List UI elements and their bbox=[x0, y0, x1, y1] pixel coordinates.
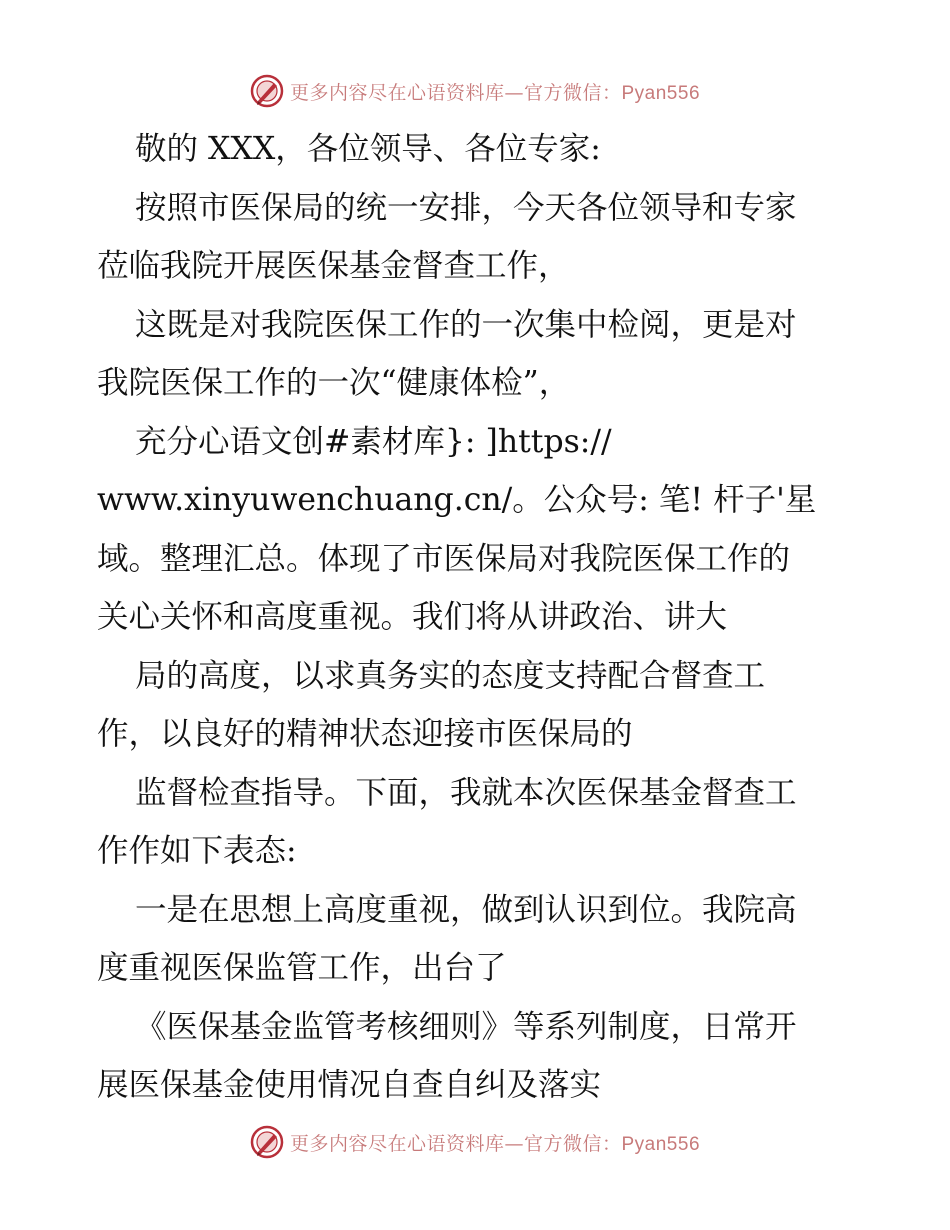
document-body bbox=[97, 120, 857, 1115]
text-line: 充分心语文创#素材库}: ]https:// bbox=[135, 423, 612, 460]
pen-logo-icon bbox=[250, 1125, 284, 1159]
watermark-text: 更多内容尽在心语资料库—官方微信：Pyan556 bbox=[289, 81, 701, 104]
text-line: 敬的 XXX，各位领导、各位专家: bbox=[135, 131, 601, 167]
text-line: 监督检查指导。下面，我就本次医保基金督查工 bbox=[135, 774, 797, 811]
text-line: 我院医保工作的一次“健康体检”， bbox=[97, 365, 571, 401]
text-line: 局的高度，以求真务实的态度支持配合督查工 bbox=[135, 657, 766, 694]
watermark-footer bbox=[0, 1122, 950, 1162]
text-line: 一是在思想上高度重视，做到认识到位。我院高 bbox=[135, 891, 797, 928]
text-line: 这既是对我院医保工作的一次集中检阅，更是对 bbox=[135, 306, 797, 343]
text-line: 《医保基金监管考核细则》等系列制度，日常开 bbox=[135, 1008, 797, 1045]
watermark-text: 更多内容尽在心语资料库—官方微信：Pyan556 bbox=[289, 1132, 701, 1155]
text-line: 度重视医保监管工作，出台了 bbox=[97, 950, 507, 986]
text-line: 作，以良好的精神状态迎接市医保局的 bbox=[97, 716, 633, 752]
text-line: 关心关怀和高度重视。我们将从讲政治、讲大 bbox=[97, 599, 728, 635]
watermark-header bbox=[0, 71, 950, 111]
pen-logo-icon bbox=[250, 74, 284, 108]
text-line: 展医保基金使用情况自查自纠及落实 bbox=[97, 1067, 602, 1103]
text-line: www.xinyuwenchuang.cn/。公众号: 笔! 杆子'星 bbox=[97, 482, 817, 518]
text-line: 按照市医保局的统一安排，今天各位领导和专家 bbox=[135, 189, 797, 226]
text-line: 作作如下表态: bbox=[97, 833, 297, 869]
text-line: 莅临我院开展医保基金督查工作， bbox=[97, 248, 570, 284]
text-line: 域。整理汇总。体现了市医保局对我院医保工作的 bbox=[97, 540, 791, 577]
